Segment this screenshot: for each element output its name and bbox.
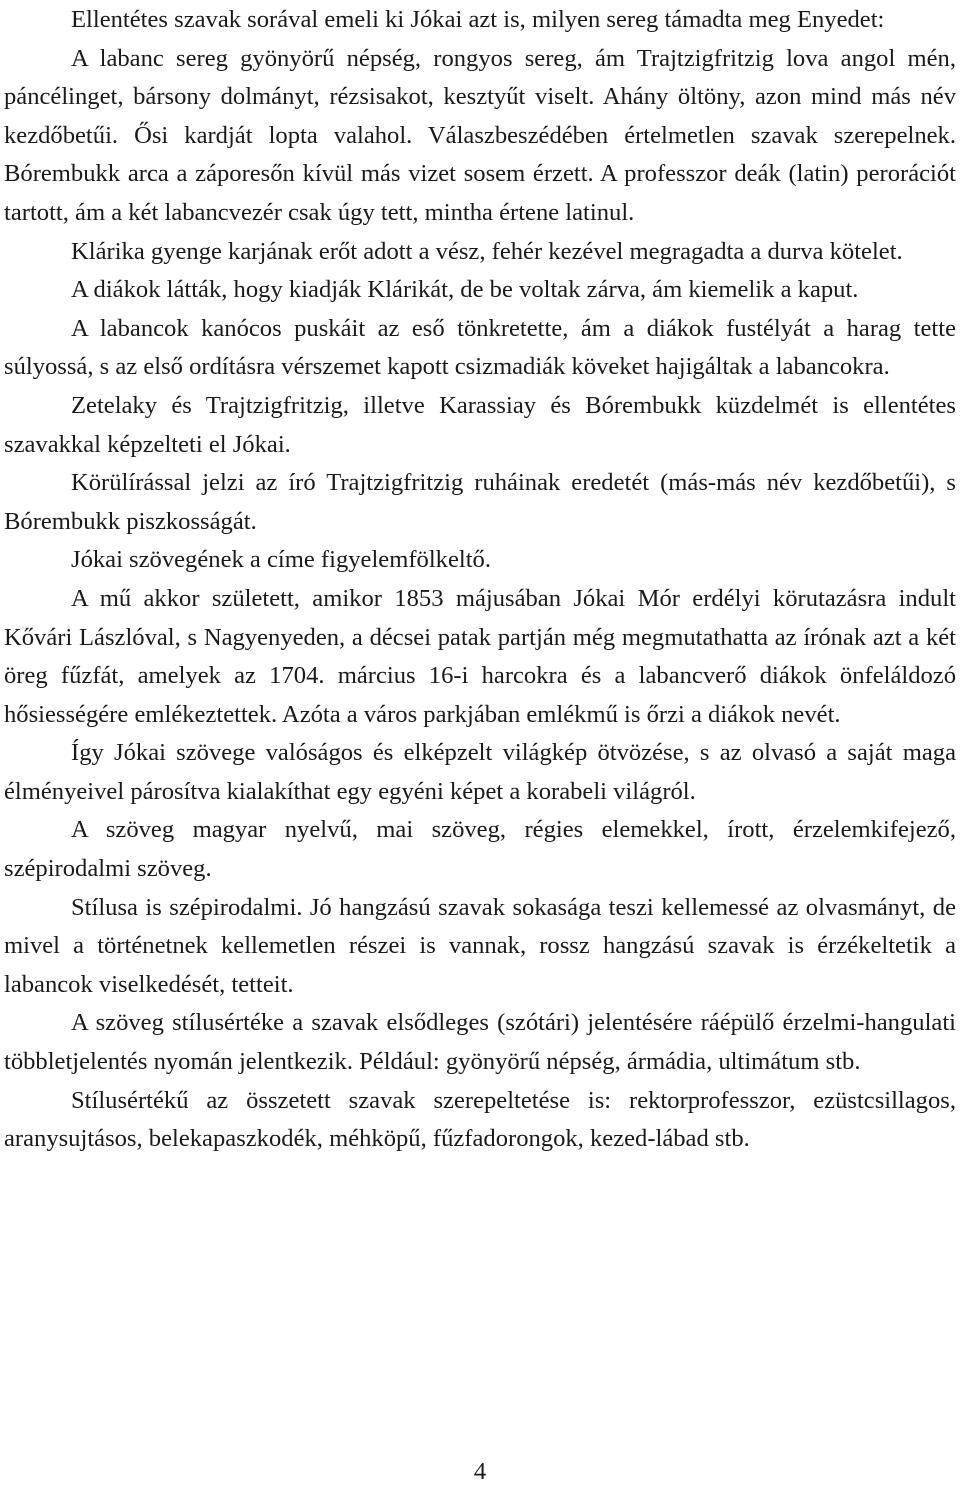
paragraph-diakok-kapu: A diákok látták, hogy kiadják Klárikát, de be voltak zárva, ám kiemelik a kaput. bbox=[71, 276, 859, 304]
paragraph-stilusertek: A szöveg stílusértéke a szavak elsődleges (szótári) jelentésére ráépülő érzelmi-hangulati többletjelentés nyomán jelentkezik. Például: gyönyörű népség, ármádia, ultimátum stb. bbox=[4, 1009, 956, 1076]
paragraph-osszetett-szavak: Stílusértékű az összetett szavak szerepeltetése is: rektorprofesszor, ezüstcsillagos, aranysujtásos, belekapaszkodék, méhköpű, fűzfadorongok, kezed-lábad stb. bbox=[4, 1086, 956, 1153]
paragraph-vilagkep: Így Jókai szövege valóságos és elképzelt világkép ötvözése, s az olvasó a saját maga élményeivel párosítva kialakíthat egy egyéni képet a korabeli világról. bbox=[4, 739, 956, 805]
page-number: 4 bbox=[473, 1458, 487, 1485]
paragraph-stilus: Stílusa is szépirodalmi. Jó hangzású szavak sokasága teszi kellemessé az olvasmányt, de mivel a történetnek kellemetlen részei is vannak, rossz hangzású szavak is érzékeltetik a labancok viselkedését, tetteit. bbox=[4, 893, 956, 998]
paragraph-labancok-puskai: A labancok kanócos puskáit az eső tönkretette, ám a diákok fustélyát a harag tette súlyossá, s az első ordításra vérszemet kapott csizmadiák köveket hajigáltak a labancokra. bbox=[4, 314, 956, 381]
paragraph-klarika: Klárika gyenge karjának erőt adott a vész, fehér kezével megragadta a durva kötelet. bbox=[71, 237, 903, 265]
paragraph-intro: Ellentétes szavak sorával emeli ki Jókai azt is, milyen sereg támadta meg Enyedet: bbox=[71, 6, 885, 33]
paragraph-kuzdelem: Zetelaky és Trajtzigfritzig, illetve Karassiay és Bórembukk küzdelmét is ellentétes szavakkal képzelteti el Jókai. bbox=[4, 391, 956, 458]
paragraph-labanc-sereg: A labanc sereg gyönyörű népség, rongyos sereg, ám Trajtzigfritzig lova angol mén, páncélinget, bársony dolmányt, rézsisakot, kesztyűt viselt. Ahány öltöny, azon mind más név kezdőbetűi. Ősi kardját lopta valahol. Válaszbeszédében értelmetlen szavak szerepelnek. Bórembukk arca a záporesőn kívül más vizet sosem érzett. A professzor deák (latin) perorációt tartott, ám a két labancvezér csak úgy tett, mintha értene latinul. bbox=[4, 44, 956, 226]
paragraph-szoveg-jellege: A szöveg magyar nyelvű, mai szöveg, régies elemekkel, írott, érzelemkifejező, szépirodalmi szöveg. bbox=[4, 816, 956, 883]
paragraph-cim: Jókai szövegének a címe figyelemfölkeltő. bbox=[71, 546, 491, 574]
paragraph-keletkezes: A mű akkor született, amikor 1853 májusában Jókai Mór erdélyi körutazásra indult Kővári Lászlóval, s Nagyenyeden, a décsei patak partján még megmutathatta az írónak azt a két öreg fűzfát, amelyek az 1704. március 16-i harcokra és a labancverő diákok önfeláldozó hősiességére emlékeztettek. Azóta a város parkjában emlékmű is őrzi a diákok nevét. bbox=[4, 584, 956, 728]
paragraph-korulirás: Körülírással jelzi az író Trajtzigfritzig ruháinak eredetét (más-más név kezdőbetűi), s Bórembukk piszkosságát. bbox=[4, 469, 956, 535]
